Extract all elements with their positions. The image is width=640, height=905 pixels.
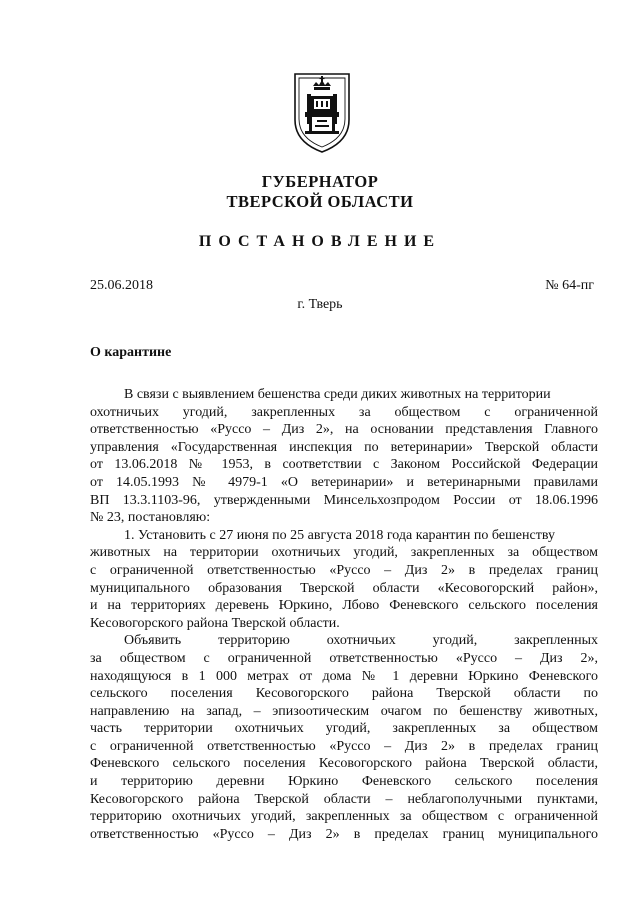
body-text-line: 1. Установить с 27 июня по 25 августа 2018 года карантин по бешенству: [124, 527, 555, 543]
document-subject: О карантине: [90, 345, 172, 360]
body-text-line: от 13.06.2018 № 1953, в соответствии с Законом Российской Федерации: [90, 457, 598, 473]
document-number: № 64-пг: [545, 278, 594, 293]
body-text-line: Объявить территорию охотничьих угодий, закрепленных: [124, 633, 598, 649]
body-text-line: находящуюся в 1 000 метрах от дома № 1 деревни Юркино Феневского: [90, 668, 598, 684]
body-text-line: сельского поселения Кесовогорского района Тверской области по: [90, 686, 598, 702]
authority-title-line1: ГУБЕРНАТОР: [261, 172, 379, 191]
body-text-line: ВП 13.3.1103-96, утвержденными Минсельхозпродом России от 18.06.1996: [90, 492, 598, 508]
body-text-line: территорию охотничьих угодий, закрепленных за обществом с ограниченной: [90, 809, 598, 825]
document-body: [90, 386, 598, 843]
body-text-line: охотничьих угодий, закрепленных за обществом с ограниченной: [90, 404, 598, 420]
body-text-line: и территорию деревни Юркино Феневского сельского поселения: [90, 774, 598, 790]
authority-title-line2: ТВЕРСКОЙ ОБЛАСТИ: [226, 192, 414, 211]
body-text-line: ответственностью «Руссо – Диз 2», на основании представления Главного: [90, 422, 598, 438]
body-text-line: с ограниченной ответственностью «Руссо – Диз 2» в пределах границ: [90, 562, 598, 578]
body-text-line: часть территории охотничьих угодий, закрепленных за обществом: [90, 721, 598, 737]
body-text-line: за обществом с ограниченной ответственностью «Руссо – Диз 2»,: [90, 650, 598, 666]
body-text-line: с ограниченной ответственностью «Руссо – Диз 2» в пределах границ: [90, 738, 598, 754]
body-text-line: от 14.05.1993 № 4979-1 «О ветеринарии» и ветеринарными правилами: [90, 474, 598, 490]
body-text-line: и на территориях деревень Юркино, Лбово Феневского сельского поселения: [90, 598, 598, 614]
body-text-line: управления «Государственная инспекция по ветеринарии» Тверской области: [90, 439, 598, 455]
body-text-line: ответственностью «Руссо – Диз 2» в пределах границ муниципального: [90, 826, 598, 842]
document-city: г. Тверь: [297, 297, 343, 312]
body-text-line: Кесовогорского района Тверской области.: [90, 615, 340, 631]
body-text-line: животных на территории охотничьих угодий, закрепленных за обществом: [90, 545, 598, 561]
body-text-line: направлению на запад, – эпизоотическим очагом по бешенству животных,: [90, 703, 598, 719]
coat-of-arms-emblem: [291, 68, 353, 156]
body-text-line: Кесовогорского района Тверской области – неблагополучными пунктами,: [90, 791, 598, 807]
body-text-line: Феневского сельского поселения Кесовогорского района Тверской области,: [90, 756, 598, 772]
body-text-line: № 23, постановляю:: [90, 510, 211, 526]
body-text-line: В связи с выявлением бешенства среди диких животных на территории: [124, 387, 551, 402]
document-type-heading: ПОСТАНОВЛЕНИЕ: [198, 233, 442, 250]
document-date: 25.06.2018: [90, 278, 153, 293]
body-text-line: муниципального образования Тверской области «Кесовогорский район»,: [90, 580, 598, 596]
